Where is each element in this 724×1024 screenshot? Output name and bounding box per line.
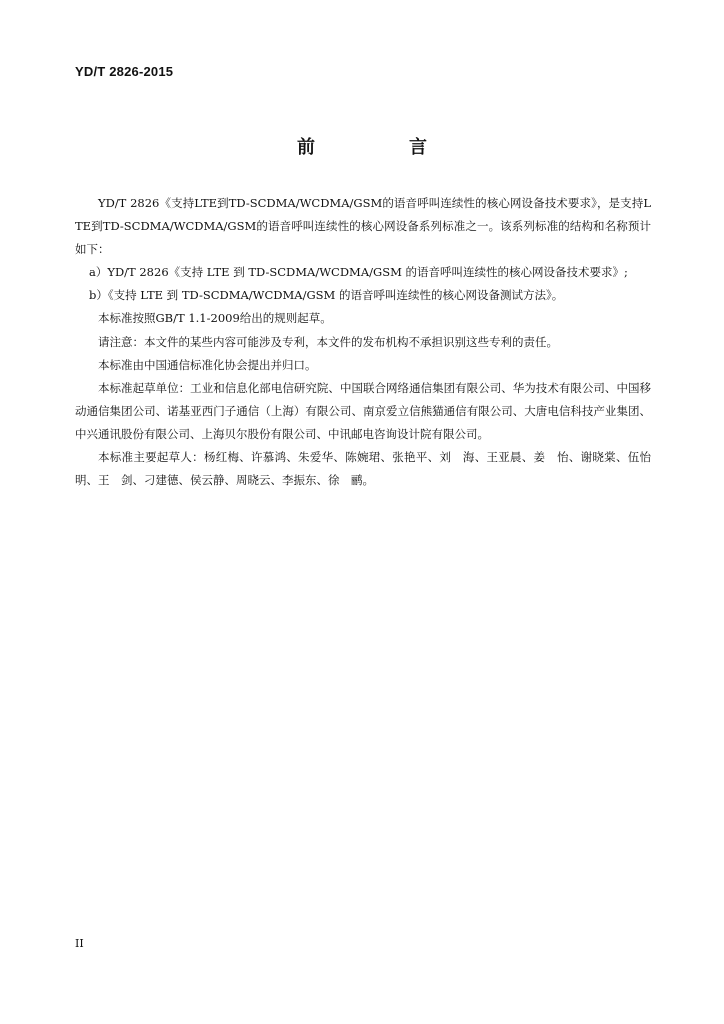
page-title: 前 言 bbox=[297, 137, 465, 158]
paragraph-intro: YD/T 2826《支持LTE到TD-SCDMA/WCDMA/GSM的语音呼叫连续性的核心网设备技术要求》，是支持LTE到TD-SCDMA/WCDMA/GSM的语音呼叫连续性的核心网设备系列标准之一。该系列标准的结构和名称预计如下： bbox=[75, 196, 651, 257]
paragraph-proposer: 本标准由中国通信标准化协会提出并归口。 bbox=[98, 357, 317, 372]
list-item-a: a）YD/T 2826《支持 LTE 到 TD-SCDMA/WCDMA/GSM 的语音呼叫连续性的核心网设备技术要求》; bbox=[89, 265, 628, 280]
paragraph-drafting-rules: 本标准按照GB/T 1.1-2009给出的规则起草。 bbox=[98, 311, 332, 326]
paragraph-patent-notice: 请注意：本文件的某些内容可能涉及专利，本文件的发布机构不承担识别这些专利的责任。 bbox=[98, 334, 558, 349]
paragraph-drafters: 本标准主要起草人：杨红梅、许慕鸿、朱爱华、陈婉珺、张艳平、刘 海、王亚晨、姜 怡、谢晓棠、伍怡明、王 剑、刁建德、侯云静、周晓云、李振东、徐 鹂。 bbox=[75, 450, 651, 488]
paragraph-drafting-units: 本标准起草单位：工业和信息化部电信研究院、中国联合网络通信集团有限公司、华为技术有限公司、中国移动通信集团公司、诺基亚西门子通信（上海）有限公司、南京爱立信熊猫通信有限公司、大唐电信科技产业集团、中兴通讯股份有限公司、上海贝尔股份有限公司、中讯邮电咨询设计院有限公司。 bbox=[75, 380, 651, 441]
page-number: II bbox=[75, 937, 84, 950]
list-item-b: b）《支持 LTE 到 TD-SCDMA/WCDMA/GSM 的语音呼叫连续性的核心网设备测试方法》。 bbox=[89, 288, 564, 303]
standard-code: YD/T 2826-2015 bbox=[75, 64, 174, 79]
foreword-body bbox=[75, 192, 651, 492]
